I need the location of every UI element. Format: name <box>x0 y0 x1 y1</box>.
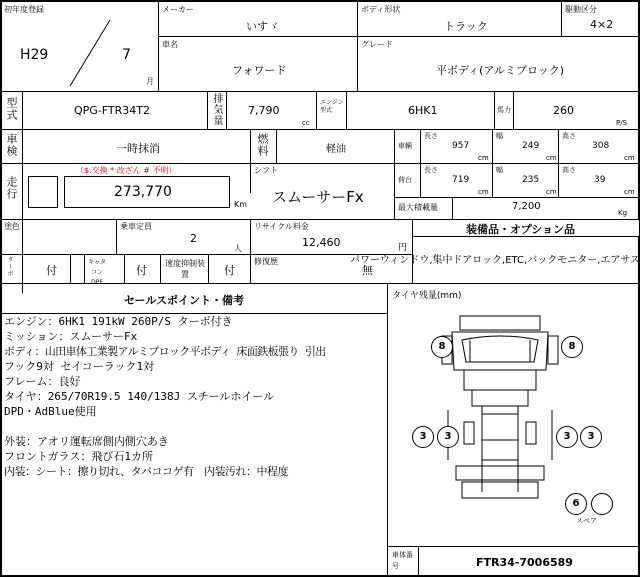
tire-rear-left-inner: 3 <box>437 426 459 448</box>
mileage-note: （$.交換 * 改ざん # 不明） <box>76 166 177 175</box>
engine-value: 6HK1 <box>408 104 438 117</box>
vehicle-label: 車輌 <box>398 142 412 150</box>
options-value: パワーウィンドウ,集中ドアロック,ETC,バックモニター,エアサス <box>349 255 640 266</box>
mileage-unit: Km <box>234 200 248 209</box>
tire-front-right: 8 <box>561 336 583 358</box>
cargo-width: 235 <box>522 175 540 185</box>
sales-line: フロントガラス：飛び石1カ所 <box>4 450 153 463</box>
max-load-value: 7,200 <box>512 201 541 212</box>
capacity-value: 2 <box>190 232 197 245</box>
vehicle-width-unit: cm <box>546 154 557 162</box>
sales-line: 内装：シート：擦り切れ、タバココゲ有 内装汚れ：中程度 <box>4 465 289 478</box>
tire-rear-right-outer: 3 <box>580 426 602 448</box>
sales-line: フレーム：良好 <box>4 375 81 388</box>
chassis-value: FTR34-7006589 <box>476 556 573 569</box>
options-clip <box>349 237 640 282</box>
options-title: 装備品・オプション品 <box>466 223 576 236</box>
inspection-value: 一時抹消 <box>116 142 160 155</box>
vehicle-length-unit: cm <box>478 154 489 162</box>
sales-line: DPD・AdBlue使用 <box>4 405 97 418</box>
vehicle-width-label: 幅 <box>496 132 503 140</box>
cargo-width-label: 幅 <box>496 166 503 174</box>
tire-rear-left-outer: 3 <box>412 426 434 448</box>
sales-title: セールスポイント・備考 <box>124 294 245 307</box>
tire-spare: 6 <box>565 493 587 515</box>
tire-spare-empty <box>591 493 613 515</box>
shift-value: スムーサーFx <box>272 188 364 206</box>
fuel-value: 軽油 <box>326 144 346 155</box>
vehicle-width: 249 <box>522 141 540 151</box>
turbo-label: ターボ <box>6 256 13 277</box>
chassis-label: 車体番号 <box>392 551 413 570</box>
horsepower-value: 260 <box>553 104 574 117</box>
reg-month: 7 <box>122 47 131 63</box>
drive-label: 駆動区分 <box>565 5 597 14</box>
color-label: 塗色 <box>4 222 20 231</box>
max-load-unit: Kg <box>618 209 628 217</box>
cargo-length: 719 <box>452 175 470 185</box>
horsepower-label: 馬力 <box>497 106 511 114</box>
tire-front-left: 8 <box>431 336 453 358</box>
speed-label: 速度抑制装置 <box>165 259 205 279</box>
sales-line: エンジン：6HK1 191kW 260P/S ターボ付き <box>4 315 233 328</box>
maker-label: メーカー <box>162 5 194 14</box>
recycle-unit: 円 <box>398 243 408 253</box>
mileage-flag-box <box>28 176 58 208</box>
sales-line: フック9対 セイコーラック1対 <box>4 360 155 373</box>
turbo-value: 付 <box>46 264 57 277</box>
horsepower-unit: P/S <box>616 119 628 127</box>
shift-label: シフト <box>254 166 278 175</box>
cargo-width-unit: cm <box>546 188 557 196</box>
model-label: 型式 <box>5 97 18 121</box>
sales-line: タイヤ：265/70R19.5 140/138J スチールホイール <box>4 390 275 403</box>
fuel-label: 燃料 <box>256 133 269 157</box>
recycle-label: リサイクル料金 <box>254 222 309 231</box>
capacity-label: 乗車定員 <box>120 222 152 231</box>
max-load-label: 最大積載量 <box>398 203 438 212</box>
name-value: フォワード <box>232 64 287 77</box>
first-reg-label: 初年度登録 <box>4 5 44 14</box>
drive-value: 4×2 <box>590 18 614 31</box>
dpf-value: 付 <box>136 264 147 277</box>
date-divider-slash <box>60 18 120 88</box>
tire-title: タイヤ残量(mm) <box>392 291 462 301</box>
body-label: ボディ形状 <box>361 5 401 14</box>
displacement-label: 排気量 <box>211 93 222 126</box>
cargo-height: 39 <box>594 175 606 185</box>
mileage-value: 273,770 <box>114 184 172 200</box>
sales-line: 外装：アオリ運転席側内側穴あき <box>4 435 169 448</box>
vehicle-length-label: 長さ <box>424 132 438 140</box>
dpf-label: キャタコン DPF <box>87 259 106 286</box>
speed-value: 付 <box>224 264 235 277</box>
vehicle-height-unit: cm <box>624 154 635 162</box>
grade-value: 平ボディ(アルミブロック) <box>436 64 565 77</box>
vehicle-height-label: 高さ <box>562 132 576 140</box>
cargo-length-unit: cm <box>478 188 489 196</box>
cargo-length-label: 長さ <box>424 166 438 174</box>
body-value: トラック <box>444 20 488 33</box>
name-label: 車名 <box>162 40 178 49</box>
grade-label: グレード <box>361 40 393 49</box>
sales-line: ミッション：スムーサーFx <box>4 330 138 343</box>
sales-line <box>4 419 384 434</box>
reg-month-unit: 月 <box>146 77 154 86</box>
mileage-label: 走行 <box>5 176 18 200</box>
maker-value: いすゞ <box>246 20 279 33</box>
engine-label: エンジン型式 <box>320 99 344 114</box>
reg-year: H29 <box>20 47 49 63</box>
cargo-height-unit: cm <box>624 188 635 196</box>
cargo-label: 荷台 <box>398 176 412 184</box>
displacement-unit: cc <box>302 119 310 127</box>
vehicle-height: 308 <box>592 141 610 151</box>
repair-value: 無 <box>362 264 373 277</box>
capacity-unit: 人 <box>234 244 242 253</box>
vehicle-length: 957 <box>452 141 470 151</box>
cargo-height-label: 高さ <box>562 166 576 174</box>
inspection-label: 車検 <box>5 133 18 157</box>
tire-rear-right-inner: 3 <box>556 426 578 448</box>
spare-label: スペア <box>576 517 597 525</box>
displacement-value: 7,790 <box>248 104 280 117</box>
model-value: QPG-FTR34T2 <box>74 104 150 117</box>
repair-label: 修復歴 <box>254 257 278 266</box>
sales-line: ボディ：山田車体工業製アルミブロック平ボディ 床面鉄板張り 引出 <box>4 345 326 358</box>
recycle-value: 12,460 <box>302 236 341 249</box>
sales-notes <box>4 314 384 479</box>
